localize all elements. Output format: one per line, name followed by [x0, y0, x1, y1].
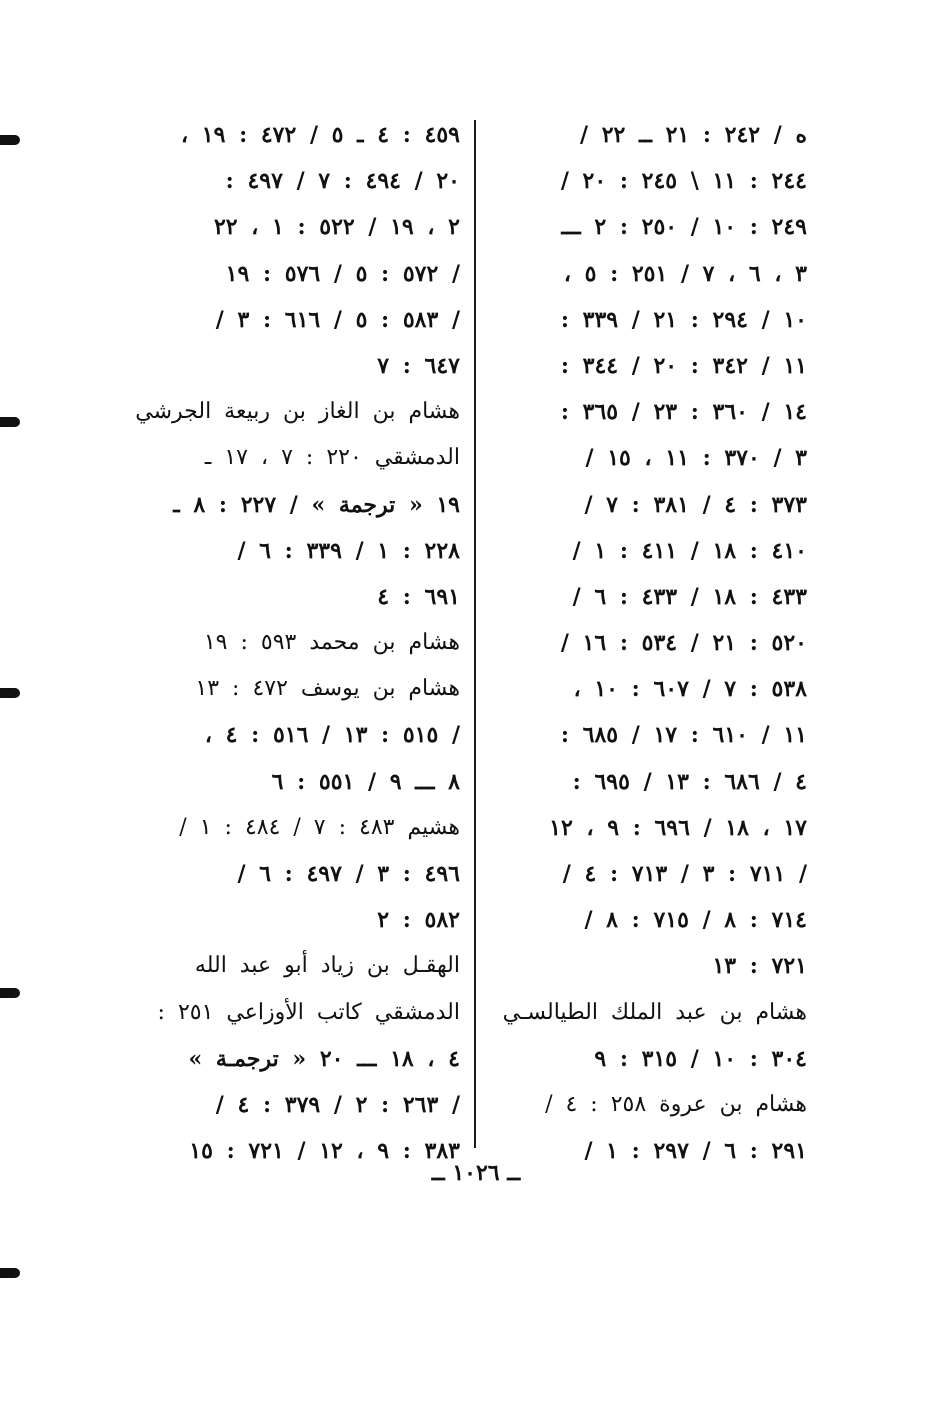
index-entry-heading: الدمشقي ٢٢٠ : ٧ ، ١٧ ـ: [204, 445, 460, 471]
index-entry-heading: الهقـل بن زياد أبو عبد الله: [194, 953, 460, 979]
index-entry-line: ٤٣٣ : ١٨ / ٤٣٣ : ٦ /: [572, 583, 807, 610]
index-entry-line: ٦٩١ : ٤: [377, 583, 460, 610]
index-column-left: [135, 112, 460, 1174]
index-entry-line: / ٥١٥ : ١٣ / ٥١٦ : ٤ ،: [204, 722, 460, 749]
index-entry-line: ٤ ، ١٨ ـــ ٢٠ « ترجمـة »: [188, 1045, 460, 1072]
index-entry-line: ٢ ، ١٩ / ٥٢٢ : ١ ، ٢٢: [213, 214, 460, 241]
index-entry-line: ١١ / ٣٤٢ : ٢٠ / ٣٤٤ :: [560, 352, 807, 379]
index-entry-heading: هشام بن عروة ٢٥٨ : ٤ /: [545, 1091, 807, 1117]
index-entry-line: ٢٤٩ : ١٠ / ٢٥٠ : ٢ ـــ: [561, 214, 807, 241]
index-entry-line: ٥٣٨ : ٧ / ٦٠٧ : ١٠ ،: [573, 676, 807, 703]
index-entry-line: ٤٩٦ : ٣ / ٤٩٧ : ٦ /: [237, 861, 460, 887]
index-entry-line: ٥٨٢ : ٢: [377, 907, 460, 934]
index-entry-line: ٥٢٠ : ٢١ / ٥٣٤ : ١٦ /: [560, 630, 807, 657]
index-entry-line: ٣٧٣ : ٤ / ٣٨١ : ٧ /: [584, 491, 807, 518]
index-entry-line: ٧٢١ : ١٣: [712, 953, 807, 980]
index-entry-line: ٤ / ٦٨٦ : ١٣ / ٦٩٥ :: [572, 768, 807, 795]
index-entry-heading: هشيم ٤٨٣ : ٧ / ٤٨٤ : ١ /: [179, 814, 460, 840]
index-entry-heading: هشام بن عبد الملك الطيالسـي: [502, 999, 807, 1025]
index-entry-heading: هشام بن الغاز بن ربيعة الجرشي: [135, 399, 460, 425]
page-number: ــ ١٠٢٦ ــ: [431, 1160, 521, 1186]
index-entry-line: / ٢٦٣ : ٢ / ٣٧٩ : ٤ /: [215, 1091, 460, 1118]
index-entry-line: ٣٨٣ : ٩ ، ١٢ / ٧٢١ : ١٥: [189, 1138, 460, 1165]
index-entry-line: ٣ / ٣٧٠ : ١١ ، ١٥ /: [585, 445, 807, 472]
index-entry-heading: هشام بن يوسف ٤٧٢ : ١٣: [195, 676, 460, 702]
index-entry-heading: هشام بن محمد ٥٩٣ : ١٩: [203, 630, 460, 656]
index-entry-line: ٢٠ / ٤٩٤ : ٧ / ٤٩٧ :: [225, 168, 460, 195]
index-entry-line: ٣٠٤ : ١٠ / ٣١٥ : ٩: [594, 1045, 807, 1072]
index-entry-line: ٢٩١ : ٦ / ٢٩٧ : ١ /: [584, 1138, 807, 1165]
binding-mark: [0, 1268, 20, 1278]
binding-mark: [0, 135, 20, 145]
index-entry-line: ٤٥٩ : ٤ ـ ٥ / ٤٧٢ : ١٩ ،: [181, 122, 460, 148]
index-entry-line: ٤١٠ : ١٨ / ٤١١ : ١ /: [572, 537, 807, 564]
index-entry-line: ١٤ / ٣٦٠ : ٢٣ / ٣٦٥ :: [560, 399, 807, 426]
index-entry-line: ه / ٢٤٢ : ٢١ ــ ٢٢ /: [580, 122, 807, 148]
index-entry-line: ٣ ، ٦ ، ٧ / ٢٥١ : ٥ ،: [563, 260, 807, 287]
index-entry-line: ٨ ـــ ٩ / ٥٥١ : ٦: [271, 768, 460, 795]
index-entry-line: ١٠ / ٢٩٤ : ٢١ / ٣٣٩ :: [560, 306, 807, 333]
index-entry-line: ١٩ « ترجمة » / ٢٢٧ : ٨ ـ: [173, 491, 460, 518]
index-entry-line: ٦٤٧ : ٧: [377, 352, 460, 379]
binding-mark: [0, 988, 20, 998]
index-entry-line: / ٥٧٢ : ٥ / ٥٧٦ : ١٩: [225, 260, 460, 287]
index-entry-line: / ٧١١ : ٣ / ٧١٣ : ٤ /: [562, 861, 807, 887]
binding-mark: [0, 688, 20, 698]
index-entry-line: ٢٤٤ : ١١ \ ٢٤٥ : ٢٠ /: [560, 168, 807, 195]
index-entry-line: ٧١٤ : ٨ / ٧١٥ : ٨ /: [584, 907, 807, 934]
index-entry-line: ١١ / ٦١٠ : ١٧ / ٦٨٥ :: [560, 722, 807, 749]
index-entry-line: / ٥٨٣ : ٥ / ٦١٦ : ٣ /: [215, 306, 460, 333]
column-divider: [474, 120, 476, 1148]
index-entry-line: ٢٢٨ : ١ / ٣٣٩ : ٦ /: [237, 537, 460, 564]
index-entry-line: ١٧ ، ١٨ / ٦٩٦ : ٩ ، ١٢: [549, 814, 807, 841]
index-column-right: [462, 112, 807, 1174]
index-entry-heading: الدمشقي كاتب الأوزاعي ٢٥١ :: [157, 999, 460, 1025]
binding-mark: [0, 417, 20, 427]
